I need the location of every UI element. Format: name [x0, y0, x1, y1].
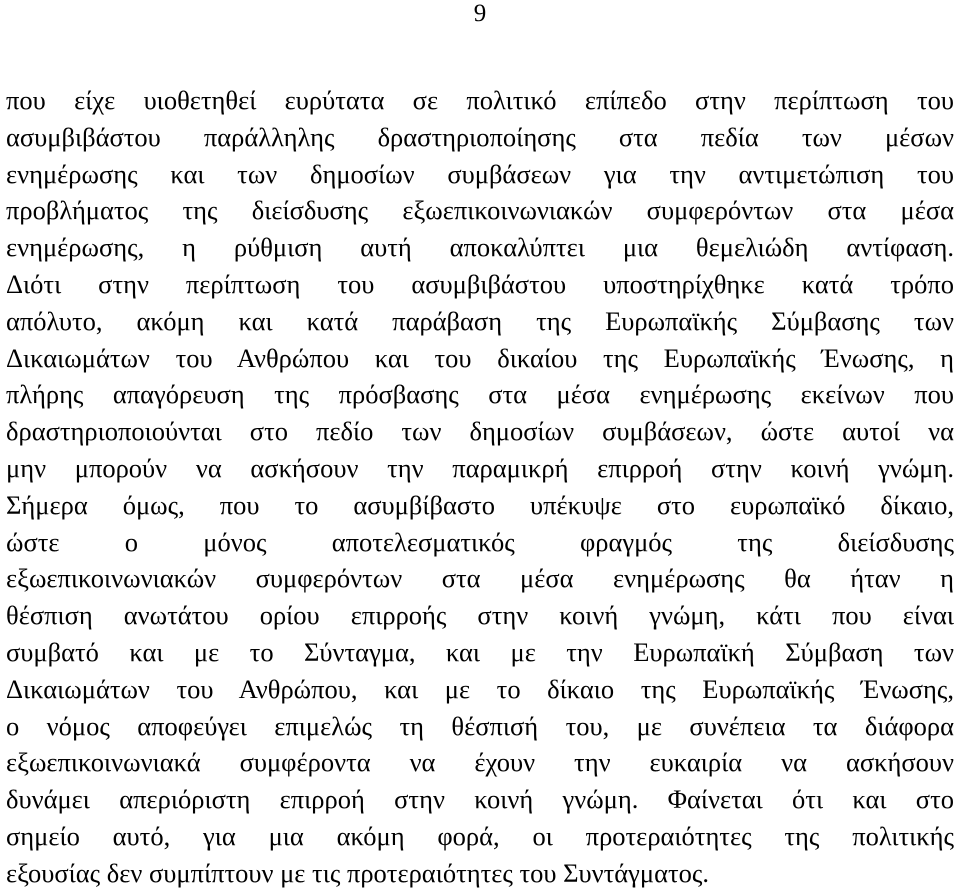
- text-line: εξωεπικοινωνιακών συμφερόντων στα μέσα ενημέρωσης θα ήταν η: [6, 563, 954, 594]
- text-line: Σήμερα όμως, που το ασυμβίβαστο υπέκυψε στο ευρωπαϊκό δίκαιο,: [6, 489, 954, 520]
- text-line: εξουσίας δεν συμπίπτουν με τις προτεραιότητες του Συντάγματος.: [6, 857, 710, 888]
- text-line: προβλήματος της διείσδυσης εξωεπικοινωνιακών συμφερόντων στα μέσα: [6, 195, 954, 226]
- page-number: 9: [473, 0, 487, 27]
- text-line: δραστηριοποιούνται στο πεδίο των δημοσίων συμβάσεων, ώστε αυτοί να: [6, 416, 954, 447]
- text-line: μην μπορούν να ασκήσουν την παραμικρή επιρροή στην κοινή γνώμη.: [6, 452, 954, 483]
- text-line: ενημέρωσης, η ρύθμιση αυτή αποκαλύπτει μια θεμελιώδη αντίφαση.: [6, 232, 954, 263]
- text-line: θέσπιση ανωτάτου ορίου επιρροής στην κοινή γνώμη, κάτι που είναι: [6, 600, 954, 631]
- text-line: που είχε υιοθετηθεί ευρύτατα σε πολιτικό επίπεδο στην περίπτωση του: [6, 85, 954, 115]
- text-line: εξωεπικοινωνιακά συμφέροντα να έχουν την ευκαιρία να ασκήσουν: [6, 747, 954, 778]
- text-line: πλήρης απαγόρευση της πρόσβασης στα μέσα ενημέρωσης εκείνων που: [6, 379, 954, 410]
- text-line: σημείο αυτό, για μια ακόμη φορά, οι προτεραιότητες της πολιτικής: [6, 820, 954, 851]
- text-line: Δικαιωμάτων του Ανθρώπου, και με το δίκαιο της Ευρωπαϊκής Ένωσης,: [6, 673, 954, 704]
- text-line: ενημέρωσης και των δημοσίων συμβάσεων για την αντιμετώπιση του: [6, 158, 954, 189]
- text-line: απόλυτο, ακόμη και κατά παράβαση της Ευρωπαϊκής Σύμβασης των: [6, 305, 954, 336]
- body-paragraph: [6, 82, 954, 892]
- text-line: συμβατό και με το Σύνταγμα, και με την Ευρωπαϊκή Σύμβαση των: [6, 636, 954, 667]
- text-line: δυνάμει απεριόριστη επιρροή στην κοινή γνώμη. Φαίνεται ότι και στο: [6, 784, 954, 815]
- text-line: Διότι στην περίπτωση του ασυμβιβάστου υποστηρίχθηκε κατά τρόπο: [6, 268, 954, 299]
- text-line: ασυμβιβάστου παράλληλης δραστηριοποίησης στα πεδία των μέσων: [6, 121, 954, 152]
- text-line: Δικαιωμάτων του Ανθρώπου και του δικαίου της Ευρωπαϊκής Ένωσης, η: [6, 342, 954, 373]
- text-line: ο νόμος αποφεύγει επιμελώς τη θέσπισή του, με συνέπεια τα διάφορα: [6, 710, 954, 741]
- text-line: ώστε ο μόνος αποτελεσματικός φραγμός της διείσδυσης: [6, 526, 954, 557]
